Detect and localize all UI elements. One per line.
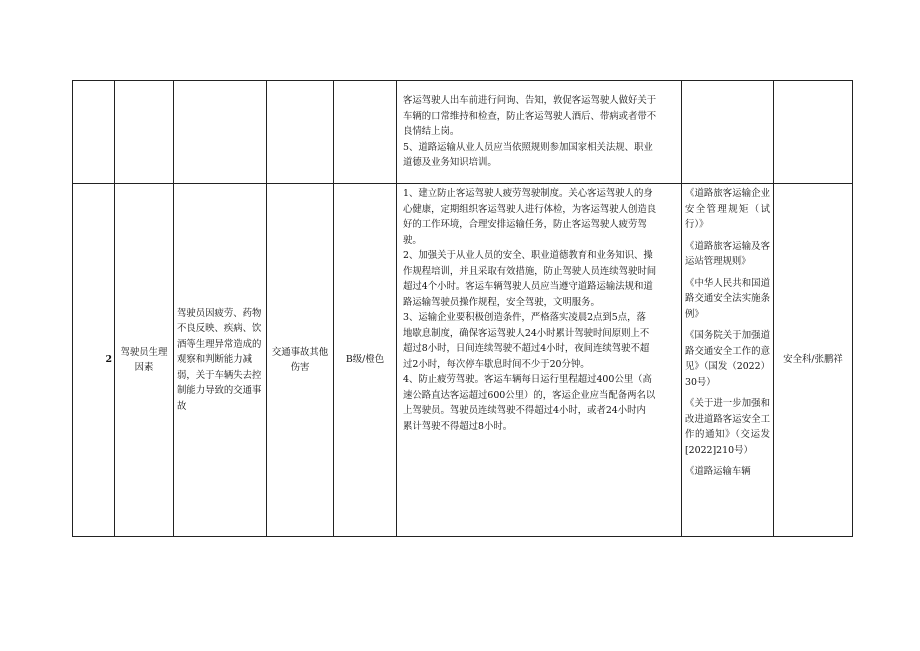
basis-item: 《道路旅客运输及客运站管理规则》 (685, 240, 770, 267)
measure-line: 2、加强关于从业人员的安全、职业道德教育和业务知识、操 (403, 250, 653, 261)
table-row (73, 81, 853, 184)
measure-line: 5、道路运输从业人员应当依照规则参加国家相关法规、职业 (403, 141, 653, 153)
risk-description (174, 184, 267, 537)
basis-item: 《国务院关于加强道路交通安全工作的意见》（国发（2022）30号） (685, 330, 770, 388)
basis-item: 《道路运输车辆 (685, 466, 751, 477)
measure-line: 良情结上岗。 (403, 126, 460, 138)
measures-text (400, 93, 678, 171)
risk-level: B级/橙色 (334, 184, 397, 537)
measure-line: 道德及业务知识培训。 (403, 157, 497, 169)
control-measures (397, 184, 682, 537)
measure-line: 超过4个小时。客运车辆驾驶人员应当遵守道路运输法规和道 (403, 281, 653, 292)
basis-item: 《中华人民共和国道路交通安全法实施条例》 (685, 277, 770, 320)
basis-item: 《道路旅客运输企业安全管理规矩（试行）》 (685, 188, 770, 230)
table-row (73, 184, 853, 537)
measure-line: 心健康，定期组织客运驾驶人进行体检，为客运驾驶人创造良 (403, 203, 657, 215)
measure-line: 路运输驾驶员操作规程，安全驾驶，文明服务。 (403, 296, 600, 308)
measures-text (400, 186, 678, 434)
measure-line: 3、运输企业要积极创造条件，严格落实凌晨2点到5点，落 (403, 312, 646, 323)
row-number: 2 (73, 184, 115, 537)
measure-line: 1、建立防止客运驾驶人疲劳驾驶制度。关心客运驾驶人的身 (403, 188, 653, 199)
risk-factor (115, 184, 174, 537)
measure-line: 上驾驶员。驾驶员连续驾驶不得超过4小时，或者24小时内 (403, 405, 646, 416)
measures-cell (397, 81, 682, 184)
measure-line: 客运驾驶人出车前进行问询、告知，敦促客运驾驶人做好关于 (403, 95, 657, 107)
factor-cell (115, 81, 174, 184)
measure-line: 驶。 (403, 234, 422, 246)
description-cell (174, 81, 267, 184)
measure-line: 4、防止疲劳驾驶。客运车辆每日运行里程超过400公里（高 (403, 374, 652, 385)
responsible-cell (774, 81, 853, 184)
measure-line: 作规程培训，并且采取有效措施，防止驾驶人员连续驾驶时间 (403, 265, 657, 277)
risk-factor-text: 驾驶员生理因素 (120, 346, 168, 373)
measure-line: 过2小时，每次停车歇息时间不少于20分钟。 (403, 358, 590, 370)
measure-line: 车辆的口常维持和检查，防止客运驾驶人酒后、带病或者带不 (403, 110, 657, 122)
measure-line: 累计驾驶不得超过8小时。 (403, 420, 513, 432)
accident-type (267, 184, 334, 537)
legal-basis (682, 184, 774, 537)
accident-type-cell (267, 81, 334, 184)
number-cell (73, 81, 115, 184)
risk-control-table (72, 80, 853, 537)
measure-line: 速公路直达客运超过600公里）的，客运企业应当配备两名以 (403, 389, 656, 401)
basis-cell (682, 81, 774, 184)
responsible-person: 安全科/张鹏祥 (774, 184, 853, 537)
basis-item: 《关于进一步加强和改进道路客运安全工作的通知》（交运发[2022]210号） (685, 398, 770, 456)
measure-line: 地歇息制度，确保客运驾驶人24小时累计驾驶时间原则上不 (403, 327, 650, 339)
accident-type-text: 交通事故其他伤害 (271, 346, 329, 373)
risk-description-text: 驾驶员因疲劳、药物不良反映、疾病、饮酒等生理异常造成的观察和判断能力减弱，关于车辆失去控制能力导致的交通事故 (177, 307, 262, 412)
measure-line: 超过8小时，日间连续驾驶不超过4小时，夜间连续驾驶不超 (403, 343, 650, 354)
risk-level-cell (334, 81, 397, 184)
measure-line: 好的工作环境，合理安排运输任务，防止客运驾驶人疲劳驾 (403, 219, 647, 230)
